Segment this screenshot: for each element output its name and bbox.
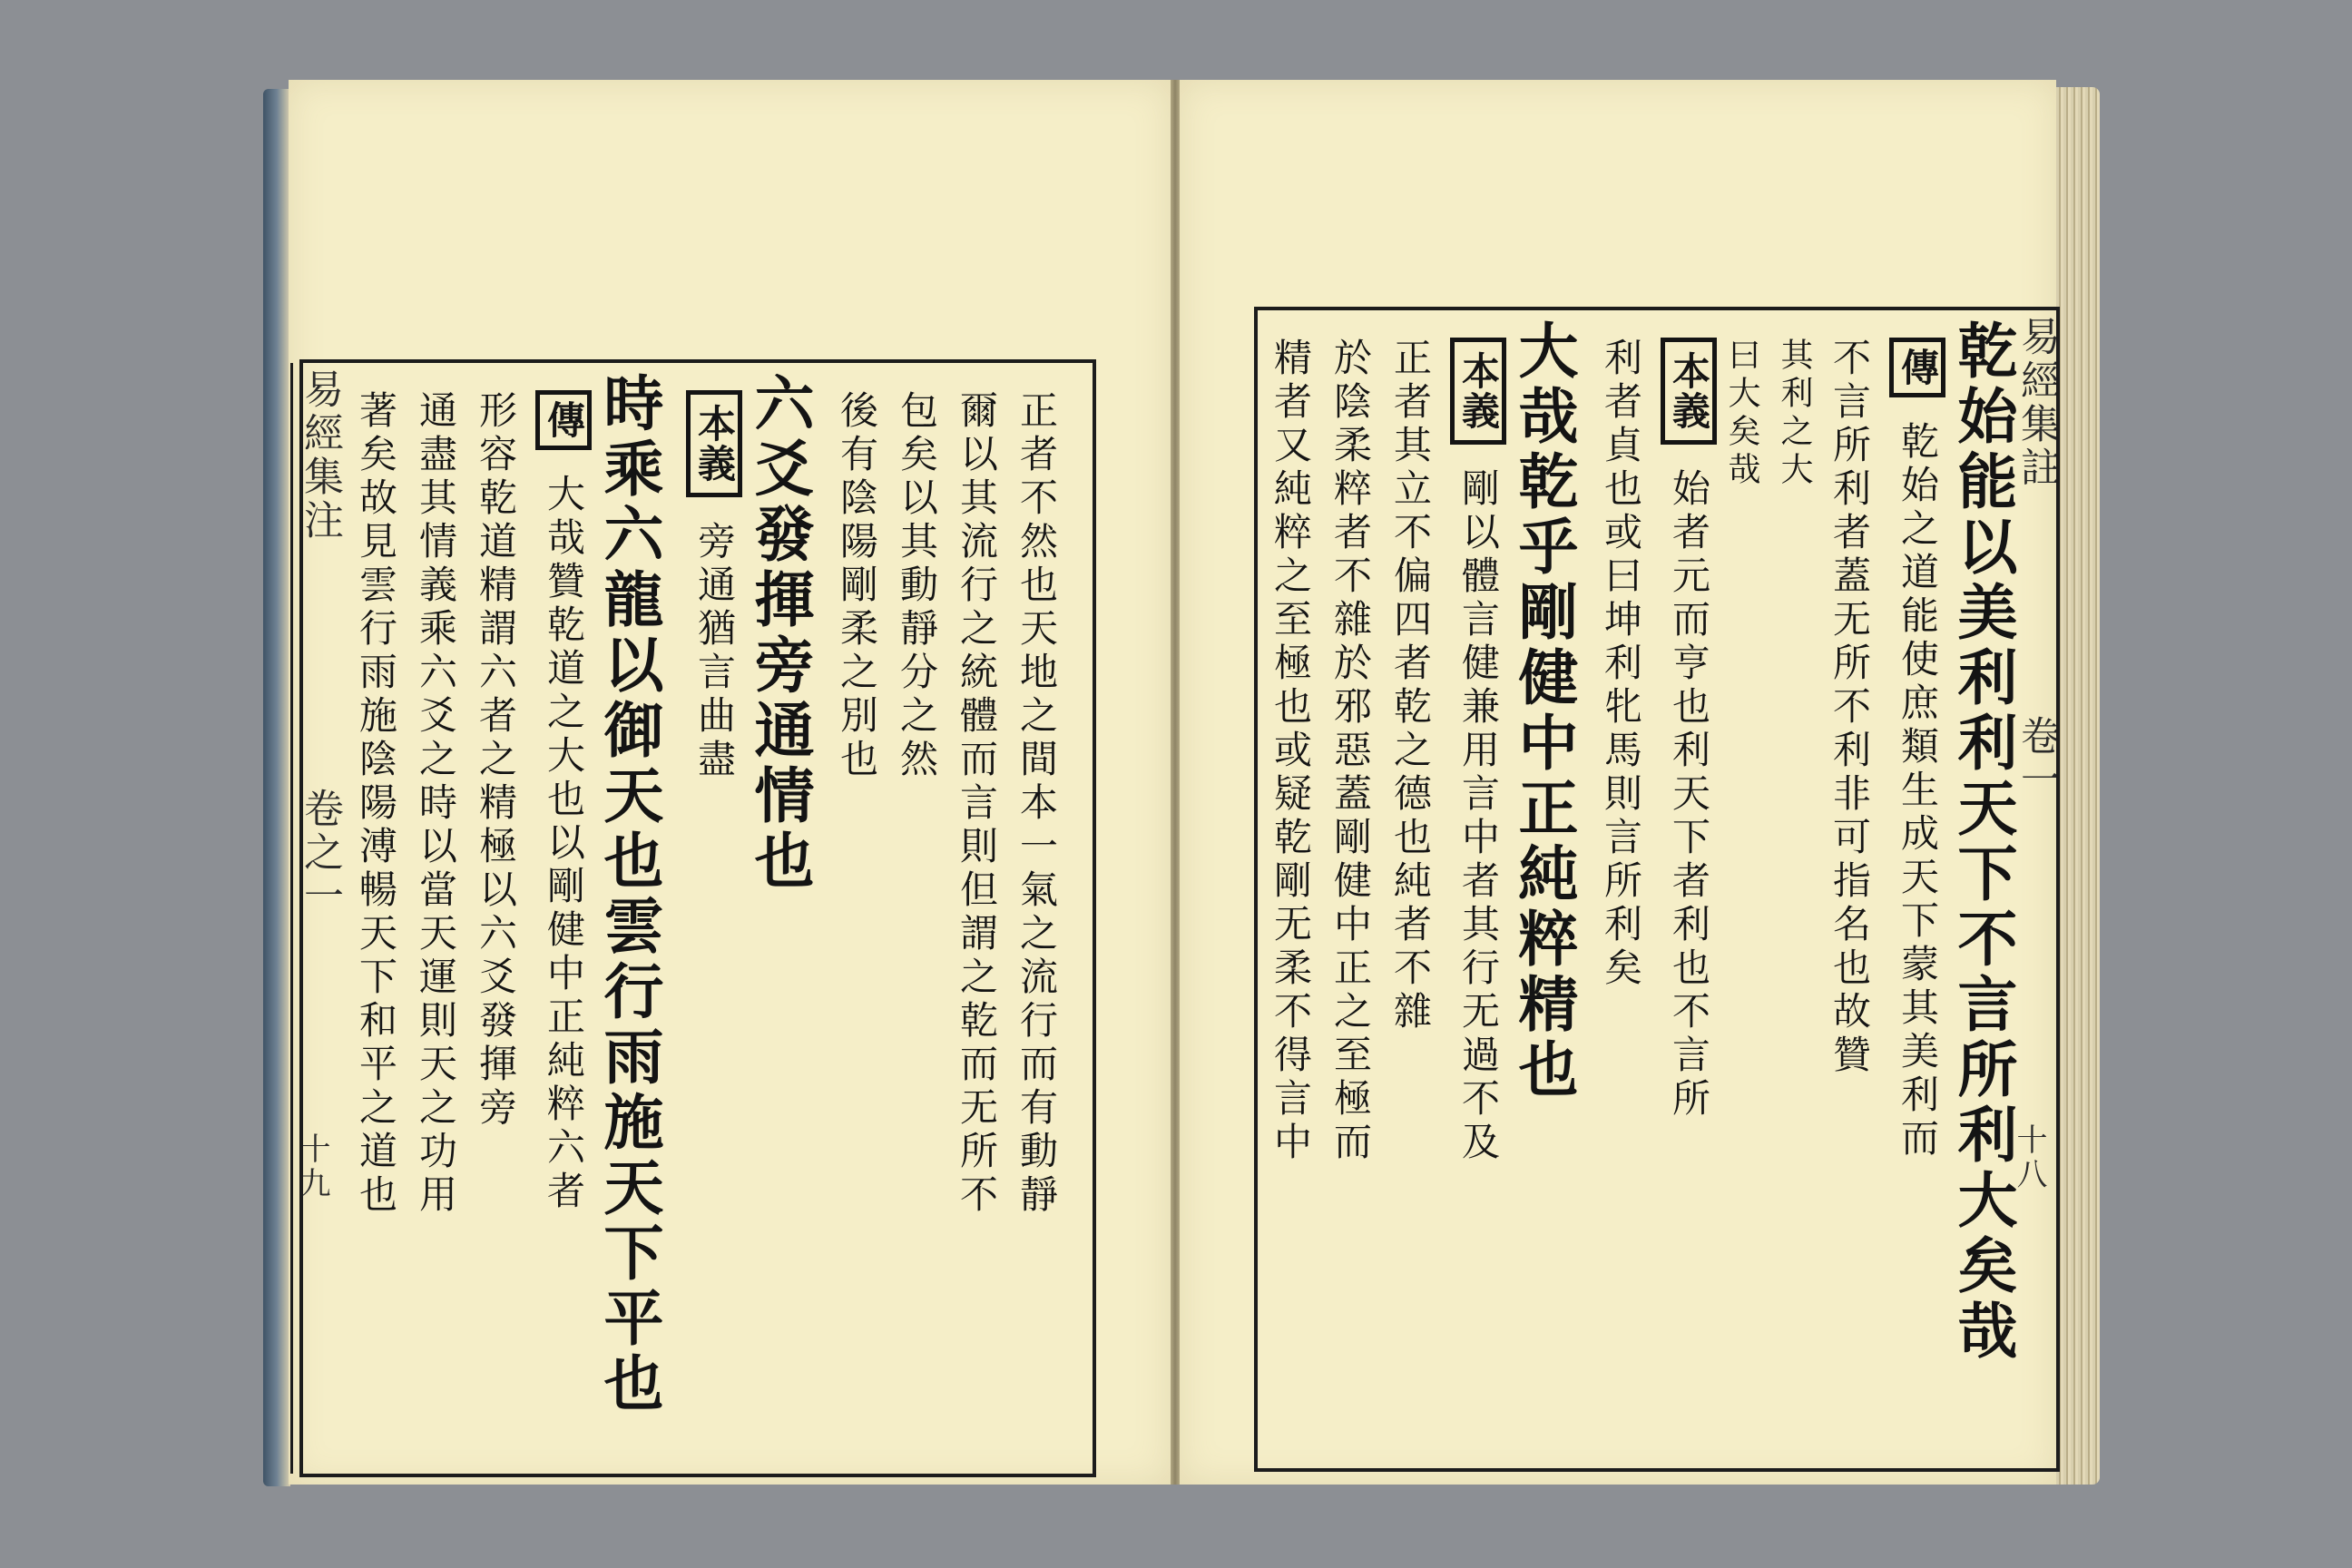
column-text: 大哉乾乎剛健中正純粹精也 — [1508, 319, 1579, 1103]
left-page-column-8 — [535, 390, 592, 1214]
right-page-column-5 — [1724, 338, 1759, 490]
right-folio: 十八 — [2011, 1123, 2047, 1192]
right-page-column-4 — [1777, 338, 1811, 490]
column-text: 剛以體言健兼用言中者其行无過不及 — [1456, 468, 1501, 1165]
right-page-column-6 — [1661, 338, 1717, 1122]
right-page-column-8 — [1508, 319, 1579, 1103]
column-text: 乾始之道能使庶類生成天下蒙其美利而 — [1896, 421, 1940, 1161]
right-page-column-3 — [1828, 338, 1872, 1078]
left-page-column-3 — [895, 390, 939, 782]
left-folio: 十九 — [294, 1132, 330, 1201]
column-text: 包矣以其動靜分之然 — [895, 390, 939, 782]
right-page-column-9 — [1450, 338, 1506, 1165]
left-page-column-10 — [416, 390, 456, 1218]
left-page-column-6 — [686, 390, 742, 782]
column-text: 後有陰陽剛柔之別也 — [835, 390, 879, 782]
column-text: 六爻發揮旁通情也 — [744, 372, 815, 895]
right-page-column-10 — [1388, 338, 1433, 1034]
left-page-column-11 — [356, 390, 396, 1218]
commentary-marker: 傳 — [1889, 338, 1945, 397]
left-volume-label: 卷之一 — [297, 788, 343, 918]
right-text-frame — [1254, 307, 2060, 1472]
column-text: 其利之大 — [1776, 338, 1813, 490]
left-page-column-7 — [593, 372, 664, 1417]
commentary-marker: 本義 — [686, 390, 742, 497]
right-page-column-12 — [1269, 338, 1313, 1165]
right-page — [1180, 80, 2060, 1485]
right-page-column-2 — [1889, 338, 1945, 1161]
commentary-marker: 本義 — [1661, 338, 1717, 445]
column-text: 曰大矣哉 — [1723, 338, 1760, 490]
commentary-marker: 本義 — [1450, 338, 1506, 445]
right-page-column-11 — [1328, 338, 1373, 1165]
column-text: 旁通猶言曲盡 — [692, 521, 737, 782]
right-volume-label: 卷一 — [2014, 715, 2060, 802]
column-text: 乾始能以美利利天下不言所利大矣哉 — [1947, 319, 2018, 1365]
column-text: 正者其立不偏四者乾之德也純者不雜 — [1388, 338, 1433, 1034]
column-text: 大哉贊乾道之大也以剛健中正純粹六者 — [542, 474, 586, 1214]
left-page — [289, 80, 1171, 1485]
column-text: 不言所利者蓋无所不利非可指名也故贊 — [1828, 338, 1872, 1078]
right-page-column-7 — [1601, 338, 1641, 991]
column-text: 時乘六龍以御天也雲行雨施天下平也 — [593, 372, 664, 1417]
right-margin-title: 易經集註 — [2014, 316, 2060, 490]
commentary-marker: 傳 — [535, 390, 592, 450]
column-text: 正者不然也天地之間本一氣之流行而有動靜 — [1014, 390, 1059, 1218]
column-text: 精者又純粹之至極也或疑乾剛无柔不得言中 — [1269, 338, 1313, 1165]
left-page-column-4 — [837, 390, 877, 782]
left-page-column-9 — [474, 390, 518, 1131]
left-page-column-2 — [955, 390, 999, 1218]
column-text: 形容乾道精謂六者之精極以六爻發揮旁 — [474, 390, 518, 1131]
left-margin-title: 易經集注 — [297, 368, 343, 543]
column-text: 始者元而亨也利天下者利也不言所 — [1667, 468, 1711, 1122]
column-text: 通盡其情義乘六爻之時以當天運則天之功用 — [414, 390, 458, 1218]
column-text: 於陰柔粹者不雜於邪惡蓋剛健中正之至極而 — [1328, 338, 1373, 1165]
book-spine-left — [263, 89, 290, 1486]
column-text: 爾以其流行之統體而言則但謂之乾而无所不 — [955, 390, 999, 1218]
left-text-frame — [299, 359, 1096, 1477]
left-page-column-1 — [1014, 390, 1059, 1218]
column-text: 利者貞也或曰坤利牝馬則言所利矣 — [1599, 338, 1643, 991]
column-text: 著矣故見雲行雨施陰陽溥暢天下和平之道也 — [354, 390, 398, 1218]
right-page-column-1 — [1947, 319, 2018, 1365]
left-page-column-5 — [744, 372, 815, 895]
